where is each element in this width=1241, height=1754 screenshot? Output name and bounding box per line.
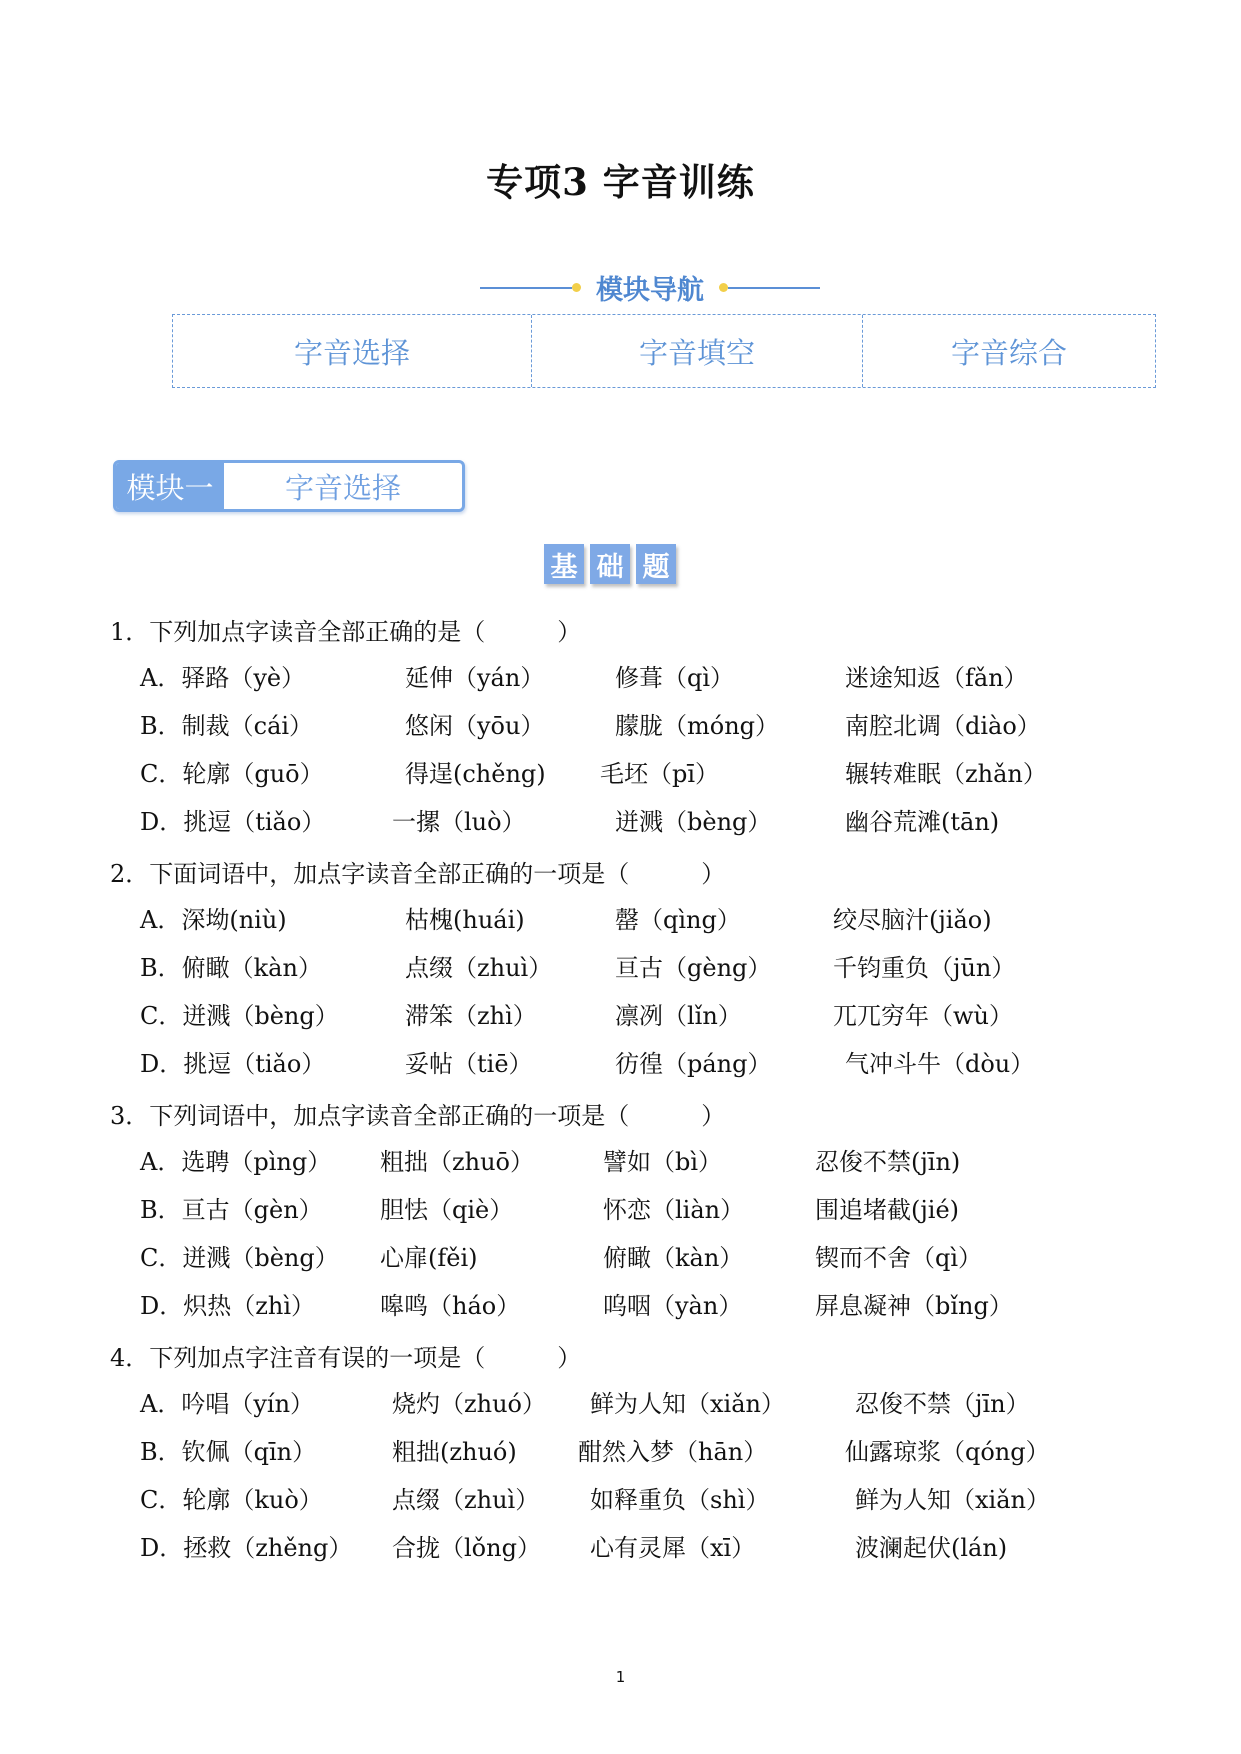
option-a-item-1: A．选聘（pìng） [140,1148,332,1176]
option-c-item-1: C．轮廓（kuò） [140,1486,323,1514]
module-tag: 模块一 [116,463,224,509]
divider-line-right [728,287,820,289]
option-b-item-2: 点缀（zhuì） [405,954,553,982]
option-a-item-2: 粗拙（zhuō） [380,1148,535,1176]
option-c-item-2: 得逞(chěng) [405,760,546,788]
option-a-item-2: 枯槐(huái) [405,906,525,934]
option-b-item-1: B．钦佩（qīn） [140,1438,317,1466]
option-c-item-1: C．迸溅（bèng） [140,1244,339,1272]
level-char: 基 [544,544,584,584]
option-d-item-4: 波澜起伏(lán) [855,1534,1008,1562]
option-b-item-3: 朦胧（móng） [615,712,780,740]
option-b-item-4: 仙露琼浆（qóng） [845,1438,1050,1466]
option-a-item-1: A．深坳(niù) [140,906,287,934]
option-b-item-4: 围追堵截(jié) [815,1196,960,1224]
option-a-item-1: A．驿路（yè） [140,664,306,692]
option-a-item-3: 鲜为人知（xiǎn） [590,1390,785,1418]
option-b-item-3: 亘古（gèng） [615,954,772,982]
option-a-item-3: 譬如（bì） [603,1148,723,1176]
navigation-label: 模块导航 [596,275,704,306]
dot-icon [719,283,728,292]
option-a-item-2: 延伸（yán） [405,664,545,692]
option-d-item-2: 合拢（lǒng） [392,1534,541,1562]
nav-item-pronunciation-comprehensive[interactable]: 字音综合 [862,315,1155,387]
option-c-item-4: 兀兀穷年（wù） [833,1002,1013,1030]
option-d-item-1: D．挑逗（tiǎo） [140,1050,326,1078]
question-stem: 1．下列加点字读音全部正确的是（ ） [110,618,582,646]
option-d-item-1: D．拯救（zhěng） [140,1534,353,1562]
option-a-item-4: 忍俊不禁(jīn) [815,1148,961,1176]
option-b-item-3: 怀恋（liàn） [603,1196,745,1224]
option-a-item-3: 修葺（qì） [615,664,735,692]
option-c-item-1: C．轮廓（guō） [140,760,324,788]
option-c-item-3: 凛冽（lǐn） [615,1002,742,1030]
option-d-item-1: D．炽热（zhì） [140,1292,316,1320]
option-c-item-3: 毛坯（pī） [600,760,720,788]
module-name: 字音选择 [284,470,401,505]
option-b-item-1: B．俯瞰（kàn） [140,954,322,982]
option-d-item-2: 嗥鸣（háo） [380,1292,521,1320]
option-d-item-4: 屏息凝神（bǐng） [815,1292,1013,1320]
option-c-item-4: 鲜为人知（xiǎn） [855,1486,1050,1514]
option-a-item-4: 迷途知返（fǎn） [845,664,1028,692]
page-title: 专项3 字音训练 [486,160,755,204]
option-c-item-2: 点缀（zhuì） [392,1486,540,1514]
option-a-item-3: 罄（qìng） [615,906,741,934]
option-b-item-2: 悠闲（yōu） [405,712,545,740]
option-a-item-4: 忍俊不禁（jīn） [855,1390,1030,1418]
level-badge [544,544,676,584]
option-d-item-4: 气冲斗牛（dòu） [845,1050,1035,1078]
option-d-item-3: 呜咽（yàn） [603,1292,743,1320]
option-c-item-3: 如释重负（shì） [590,1486,770,1514]
module-navigation-heading [480,268,820,308]
level-char: 题 [636,544,676,584]
module-navigation-box [172,314,1156,388]
page-number: 1 [615,1668,626,1686]
option-a-item-2: 烧灼（zhuó） [392,1390,547,1418]
option-b-item-3: 酣然入梦（hān） [578,1438,768,1466]
option-d-item-2: 一摞（luò） [392,808,526,836]
nav-item-pronunciation-fill[interactable]: 字音填空 [531,315,862,387]
option-c-item-2: 心扉(fěi) [380,1244,478,1272]
option-d-item-3: 彷徨（páng） [615,1050,772,1078]
option-c-item-4: 锲而不舍（qì） [815,1244,983,1272]
module-header [113,460,465,512]
nav-item-pronunciation-choice[interactable]: 字音选择 [293,335,410,370]
option-d-item-3: 心有灵犀（xī） [590,1534,756,1562]
question-stem: 2．下面词语中，加点字读音全部正确的一项是（ ） [110,860,726,888]
option-c-item-1: C．迸溅（bèng） [140,1002,339,1030]
question-stem: 3．下列词语中，加点字读音全部正确的一项是（ ） [110,1102,726,1130]
option-b-item-4: 千钧重负（jūn） [833,954,1016,982]
option-a-item-1: A．吟唱（yín） [140,1390,315,1418]
option-b-item-2: 胆怯（qiè） [380,1196,514,1224]
level-char: 础 [590,544,630,584]
option-b-item-2: 粗拙(zhuó) [392,1438,517,1466]
option-d-item-1: D．挑逗（tiǎo） [140,808,326,836]
option-d-item-3: 迸溅（bèng） [615,808,772,836]
option-c-item-2: 滞笨（zhì） [405,1002,537,1030]
option-b-item-1: B．亘古（gèn） [140,1196,323,1224]
question-stem: 4．下列加点字注音有误的一项是（ ） [110,1344,582,1372]
option-d-item-2: 妥帖（tiē） [405,1050,533,1078]
option-d-item-4: 幽谷荒滩(tān) [845,808,1000,836]
option-c-item-3: 俯瞰（kàn） [603,1244,744,1272]
option-a-item-4: 绞尽脑汁(jiǎo) [833,906,992,934]
option-b-item-1: B．制裁（cái） [140,712,314,740]
option-b-item-4: 南腔北调（diào） [845,712,1041,740]
option-c-item-4: 辗转难眠（zhǎn） [845,760,1047,788]
